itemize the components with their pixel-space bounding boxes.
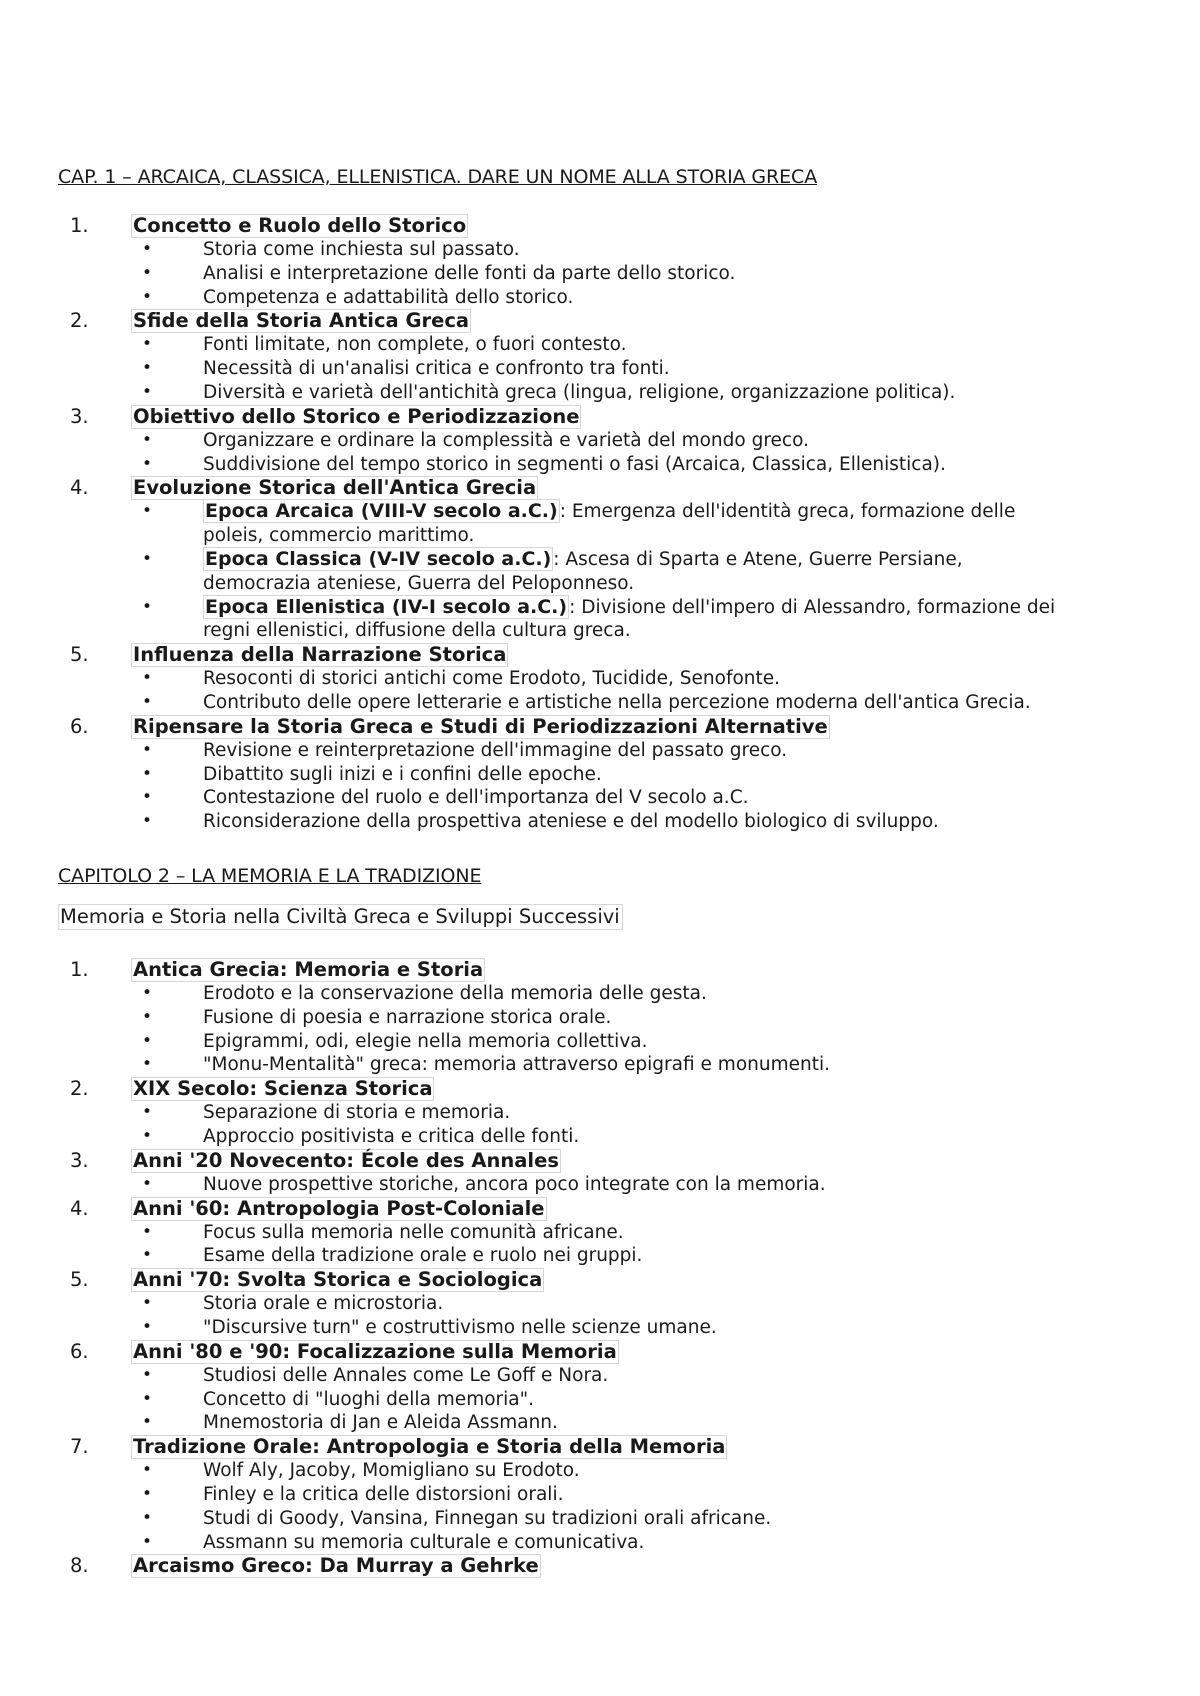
list-item	[58, 405, 1058, 477]
bullet-text: Riconsiderazione della prospettiva ateniese e del modello biologico di sviluppo.	[203, 811, 939, 833]
list-number: 1.	[70, 214, 89, 237]
bullet-text: Analisi e interpretazione delle fonti da parte dello storico.	[203, 262, 736, 284]
bullet-item	[58, 548, 1073, 596]
list-item	[58, 1554, 1058, 1578]
bullet-text: Competenza e adattabilità dello storico.	[203, 286, 574, 308]
section-title: Sfide della Storia Antica Greca	[133, 309, 470, 333]
list-item-header	[58, 309, 1058, 333]
list-item	[58, 643, 1058, 715]
bullet-text: Studiosi delle Annales come Le Goff e Nora.	[203, 1364, 609, 1386]
bullet-list	[58, 429, 1058, 477]
section-title: Anni '80 e '90: Focalizzazione sulla Memoria	[133, 1339, 617, 1363]
list-item-header	[58, 476, 1058, 500]
bullet-item	[58, 982, 1073, 1006]
section-title: Evoluzione Storica dell'Antica Grecia	[133, 476, 537, 500]
bullet-item	[58, 286, 1073, 310]
bullet-text: Esame della tradizione orale e ruolo nei gruppi.	[203, 1245, 643, 1267]
bullet-text: Finley e la critica delle distorsioni orali.	[203, 1483, 564, 1505]
bullet-text: "Discursive turn" e costruttivismo nelle scienze umane.	[203, 1316, 717, 1338]
bullet-list	[58, 1221, 1058, 1269]
bullet-item	[58, 763, 1073, 787]
list-item	[58, 476, 1058, 643]
list-item-header	[58, 1554, 1058, 1578]
bullet-item	[58, 1459, 1073, 1483]
list-number: 8.	[70, 1554, 89, 1578]
list-number: 2.	[70, 1077, 89, 1101]
bullet-list	[58, 1364, 1058, 1435]
list-number: 6.	[70, 1339, 89, 1363]
chapter-1-heading: CAP. 1 – ARCAICA, CLASSICA, ELLENISTICA. DARE UN NOME ALLA STORIA GRECA	[58, 166, 818, 188]
section-title: Arcaismo Greco: Da Murray a Gehrke	[133, 1554, 539, 1578]
list-item-header	[58, 958, 1058, 982]
bullet-text: Resoconti di storici antichi come Erodoto, Tucidide, Senofonte.	[203, 668, 781, 690]
bullet-list	[58, 1173, 1058, 1197]
bullet-label: Epoca Classica (V-IV secolo a.C.)	[205, 547, 552, 570]
list-item	[58, 1268, 1058, 1340]
chapter-2-list	[58, 958, 1058, 1578]
bullet-text: : Ascesa di Sparta e Atene, Guerre Persiane, democrazia ateniese, Guerra del Peloponneso.	[203, 548, 963, 594]
bullet-list	[58, 739, 1058, 834]
bullet-item	[58, 453, 1073, 477]
bullet-item	[58, 1173, 1073, 1197]
bullet-item	[58, 1483, 1073, 1507]
bullet-text: Necessità di un'analisi critica e confronto tra fonti.	[203, 358, 670, 380]
bullet-item	[58, 667, 1073, 691]
chapter-2-subheading: Memoria e Storia nella Civiltà Greca e Sviluppi Successivi	[58, 904, 623, 930]
list-number: 4.	[70, 1196, 89, 1220]
bullet-item	[58, 1101, 1073, 1125]
bullet-item	[58, 500, 1073, 548]
bullet-text: Epigrammi, odi, elegie nella memoria collettiva.	[203, 1030, 648, 1052]
section-title: Tradizione Orale: Antropologia e Storia della Memoria	[133, 1435, 726, 1459]
section-title: Antica Grecia: Memoria e Storia	[133, 958, 484, 981]
bullet-item	[58, 1388, 1073, 1412]
list-item	[58, 1149, 1058, 1197]
bullet-item	[58, 429, 1073, 453]
section-title: Influenza della Narrazione Storica	[133, 643, 507, 667]
bullet-text: Storia come inchiesta sul passato.	[203, 239, 520, 260]
list-item	[58, 1197, 1058, 1269]
bullet-item	[58, 1507, 1073, 1531]
list-item-header	[58, 1435, 1058, 1459]
list-item-header	[58, 405, 1058, 429]
list-item-header	[58, 214, 1058, 238]
bullet-item	[58, 1053, 1073, 1077]
list-item	[58, 309, 1058, 404]
bullet-text: Mnemostoria di Jan e Aleida Assmann.	[203, 1412, 558, 1434]
bullet-text: Organizzare e ordinare la complessità e varietà del mondo greco.	[203, 429, 809, 451]
list-number: 7.	[70, 1435, 89, 1459]
list-number: 2.	[70, 309, 89, 333]
bullet-item	[58, 786, 1073, 810]
bullet-text: Wolf Aly, Jacoby, Momigliano su Erodoto.	[203, 1460, 580, 1482]
bullet-text: Dibattito sugli inizi e i confini delle epoche.	[203, 763, 602, 785]
list-item-header	[58, 1149, 1058, 1173]
bullet-label: Epoca Ellenistica (IV-I secolo a.C.)	[205, 595, 568, 618]
bullet-text: Contributo delle opere letterarie e artistiche nella percezione moderna dell'antica Grecia.	[203, 691, 1031, 713]
list-item	[58, 1435, 1058, 1554]
section-title: Anni '20 Novecento: École des Annales	[133, 1148, 559, 1172]
bullet-list	[58, 667, 1058, 715]
section-title: Anni '70: Svolta Storica e Sociologica	[133, 1268, 543, 1292]
section-title: Ripensare la Storia Greca e Studi di Periodizzazioni Alternative	[133, 714, 828, 738]
list-number: 3.	[70, 404, 89, 428]
list-number: 1.	[70, 958, 89, 981]
bullet-item	[58, 238, 1073, 262]
bullet-text: Nuove prospettive storiche, ancora poco integrate con la memoria.	[203, 1173, 826, 1195]
bullet-text: Separazione di storia e memoria.	[203, 1102, 511, 1124]
bullet-text: : Emergenza dell'identità greca, formazione delle poleis, commercio marittimo.	[203, 501, 1016, 547]
bullet-text: Suddivisione del tempo storico in segmenti o fasi (Arcaica, Classica, Ellenistica).	[203, 453, 946, 475]
bullet-label: Epoca Arcaica (VIII-V secolo a.C.)	[205, 500, 558, 523]
bullet-list	[58, 500, 1058, 643]
bullet-item	[58, 1030, 1073, 1054]
list-item-header	[58, 1197, 1058, 1221]
bullet-text: Storia orale e microstoria.	[203, 1293, 444, 1315]
bullet-item	[58, 381, 1073, 405]
section-title: Concetto e Ruolo dello Storico	[133, 214, 467, 237]
list-item-header	[58, 1077, 1058, 1101]
bullet-text: Diversità e varietà dell'antichità greca (lingua, religione, organizzazione politica).	[203, 381, 956, 403]
bullet-text: Concetto di "luoghi della memoria".	[203, 1388, 535, 1410]
list-item-header	[58, 1268, 1058, 1292]
bullet-item	[58, 691, 1073, 715]
bullet-item	[58, 1531, 1073, 1555]
section-title: Anni '60: Antropologia Post-Coloniale	[133, 1196, 545, 1220]
bullet-item	[58, 1244, 1073, 1268]
bullet-item	[58, 262, 1073, 286]
bullet-item	[58, 1125, 1073, 1149]
bullet-text: Fonti limitate, non complete, o fuori contesto.	[203, 334, 627, 356]
list-item	[58, 715, 1058, 834]
bullet-item	[58, 1364, 1073, 1388]
bullet-item	[58, 1006, 1073, 1030]
bullet-list	[58, 1292, 1058, 1340]
list-item	[58, 958, 1058, 1077]
bullet-list	[58, 1459, 1058, 1554]
bullet-list	[58, 238, 1058, 309]
section-title: Obiettivo dello Storico e Periodizzazione	[133, 404, 580, 428]
bullet-text: Studi di Goody, Vansina, Finnegan su tradizioni orali africane.	[203, 1507, 772, 1529]
bullet-text: Contestazione del ruolo e dell'importanza del V secolo a.C.	[203, 787, 749, 809]
list-number: 5.	[70, 643, 89, 667]
bullet-item	[58, 357, 1073, 381]
bullet-list	[58, 982, 1058, 1077]
bullet-text: Approccio positivista e critica delle fonti.	[203, 1125, 580, 1147]
list-item-header	[58, 1340, 1058, 1364]
bullet-item	[58, 1411, 1073, 1435]
list-number: 6.	[70, 714, 89, 738]
list-item	[58, 1077, 1058, 1149]
chapter-1-list	[58, 214, 1058, 834]
bullet-text: Fusione di poesia e narrazione storica orale.	[203, 1006, 612, 1028]
chapter-2-heading: CAPITOLO 2 – LA MEMORIA E LA TRADIZIONE	[58, 865, 482, 887]
bullet-text: "Monu-Mentalità" greca: memoria attraverso epigrafi e monumenti.	[203, 1054, 830, 1076]
bullet-text: Focus sulla memoria nelle comunità africane.	[203, 1221, 624, 1243]
bullet-item	[58, 739, 1073, 763]
list-item-header	[58, 715, 1058, 739]
bullet-text: Erodoto e la conservazione della memoria delle gesta.	[203, 983, 707, 1004]
list-item	[58, 1340, 1058, 1435]
bullet-item	[58, 1316, 1073, 1340]
list-item-header	[58, 643, 1058, 667]
list-number: 3.	[70, 1148, 89, 1172]
list-item	[58, 214, 1058, 309]
bullet-text: Assmann su memoria culturale e comunicativa.	[203, 1531, 645, 1553]
list-number: 5.	[70, 1268, 89, 1292]
bullet-list	[58, 333, 1058, 404]
bullet-item	[58, 1292, 1073, 1316]
bullet-item	[58, 596, 1073, 644]
bullet-item	[58, 333, 1073, 357]
section-title: XIX Secolo: Scienza Storica	[133, 1077, 433, 1101]
bullet-text: Revisione e reinterpretazione dell'immagine del passato greco.	[203, 739, 788, 761]
list-number: 4.	[70, 476, 89, 500]
bullet-list	[58, 1101, 1058, 1149]
bullet-text: : Divisione dell'impero di Alessandro, formazione dei regni ellenistici, diffusione della cultura greca.	[203, 596, 1056, 642]
bullet-item	[58, 1221, 1073, 1245]
bullet-item	[58, 810, 1073, 834]
